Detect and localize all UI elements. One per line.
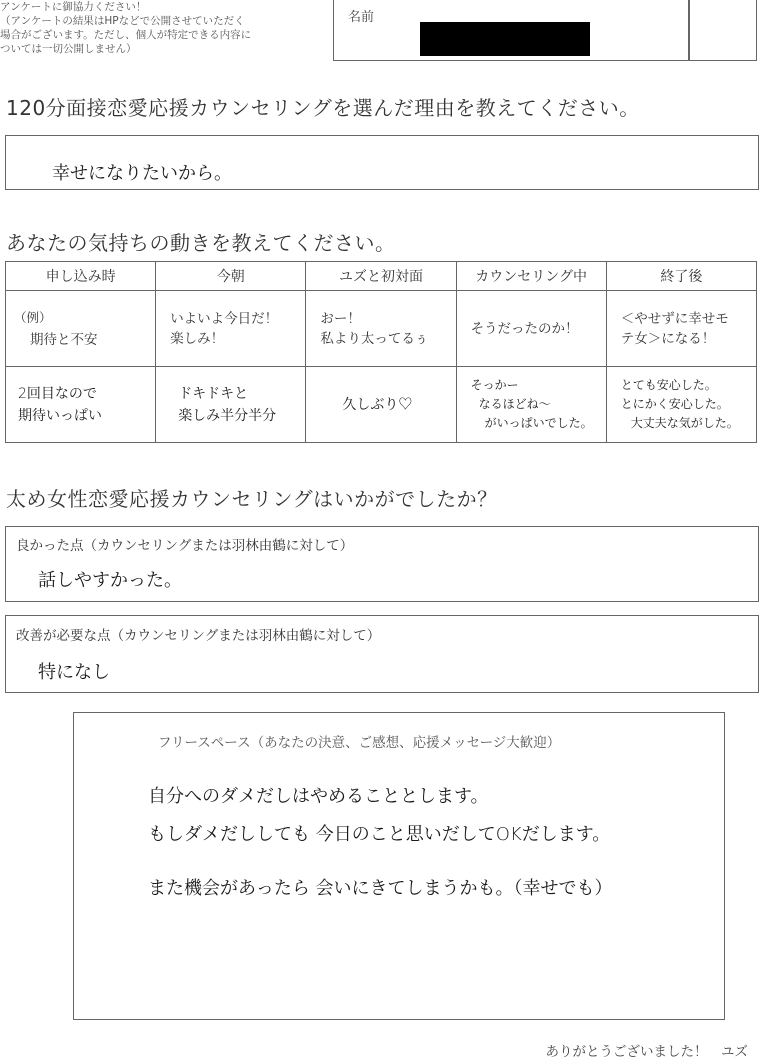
improve-points-label: 改善が必要な点（カウンセリングまたは羽林由鶴に対して） xyxy=(16,628,381,644)
example-text: そうだったのか！ xyxy=(470,320,579,337)
answer-text: 2回目なので xyxy=(18,385,97,402)
free-space-line: また機会があったら 会いにきてしまうかも。（幸せでも） xyxy=(148,878,613,899)
column-header: カウンセリング中 xyxy=(456,262,606,291)
answer-cell[interactable] xyxy=(6,367,156,443)
thanks-message: ありがとうございました！ ユズ xyxy=(545,1044,748,1060)
column-header: 申し込み時 xyxy=(6,262,156,291)
example-tag: （例） xyxy=(14,309,52,325)
answer-cell[interactable] xyxy=(306,367,456,443)
answer-text: がいっぱいでした。 xyxy=(484,416,593,431)
survey-note-line: アンケートに御協力ください！ xyxy=(0,1,147,13)
column-header: 終了後 xyxy=(606,262,756,291)
survey-note-line: （アンケートの結果はHPなどで公開させていただく xyxy=(0,15,245,27)
name-label: 名前 xyxy=(348,10,375,25)
good-points-answer: 話しやすかった。 xyxy=(38,570,182,591)
good-points-label: 良かった点（カウンセリングまたは羽林由鶴に対して） xyxy=(16,538,354,554)
survey-note xyxy=(0,0,330,56)
q3-heading: 太め女性恋愛応援カウンセリングはいかがでしたか？ xyxy=(6,487,498,511)
q1-heading: 120分面接恋愛応援カウンセリングを選んだ理由を教えてください。 xyxy=(6,96,640,120)
answer-cell[interactable] xyxy=(456,367,606,443)
answer-text: 大丈夫な気がした。 xyxy=(630,416,739,431)
column-header: 今朝 xyxy=(156,262,306,291)
answer-cell[interactable] xyxy=(606,367,756,443)
example-text: テ女＞になる！ xyxy=(620,330,716,347)
survey-note-line: 場合がございます。ただし、個人が特定できる内容に xyxy=(0,29,252,41)
feelings-table xyxy=(5,261,757,443)
free-space-line: もしダメだししても 今日のこと思いだしてOKだします。 xyxy=(148,824,611,845)
table-header-row xyxy=(6,262,757,291)
answer-text: とても安心した。 xyxy=(620,378,717,393)
example-text: いよいよ今日だ！ xyxy=(170,310,279,327)
table-row-example xyxy=(6,291,757,367)
q1-answer: 幸せになりたいから。 xyxy=(52,163,232,184)
example-cell xyxy=(456,291,606,367)
example-cell xyxy=(306,291,456,367)
example-text: ＜やせずに幸せモ xyxy=(620,310,729,327)
free-space-line: 自分へのダメだしはやめることとします。 xyxy=(148,786,489,807)
answer-cell[interactable] xyxy=(156,367,306,443)
answer-text: ドキドキと xyxy=(178,385,249,402)
example-text: 楽しみ！ xyxy=(170,330,225,347)
free-space-box[interactable] xyxy=(73,712,725,1020)
answer-text: なるほどね～ xyxy=(478,397,551,412)
answer-text: 楽しみ半分半分 xyxy=(178,407,277,424)
answer-text: 久しぶり♡ xyxy=(342,396,413,413)
free-space-label: フリースペース（あなたの決意、ご感想、応援メッセージ大歓迎） xyxy=(158,735,561,751)
survey-note-line: ついては一切公開しません） xyxy=(0,43,137,55)
column-header: ユズと初対面 xyxy=(306,262,456,291)
improve-points-answer: 特になし xyxy=(38,662,110,683)
example-text: 期待と不安 xyxy=(30,331,98,348)
example-cell xyxy=(6,291,156,367)
example-text: 私より太ってるぅ xyxy=(320,330,429,347)
example-cell xyxy=(156,291,306,367)
answer-text: そっかー xyxy=(470,378,519,393)
answer-text: とにかく安心した。 xyxy=(620,397,729,412)
table-row-answer xyxy=(6,367,757,443)
example-text: おー！ xyxy=(320,310,361,327)
answer-text: 期待いっぱい xyxy=(18,407,102,424)
example-cell xyxy=(606,291,756,367)
q2-heading: あなたの気持ちの動きを教えてください。 xyxy=(6,231,396,255)
name-box-divider xyxy=(688,0,690,60)
name-redaction-bar xyxy=(420,22,590,56)
